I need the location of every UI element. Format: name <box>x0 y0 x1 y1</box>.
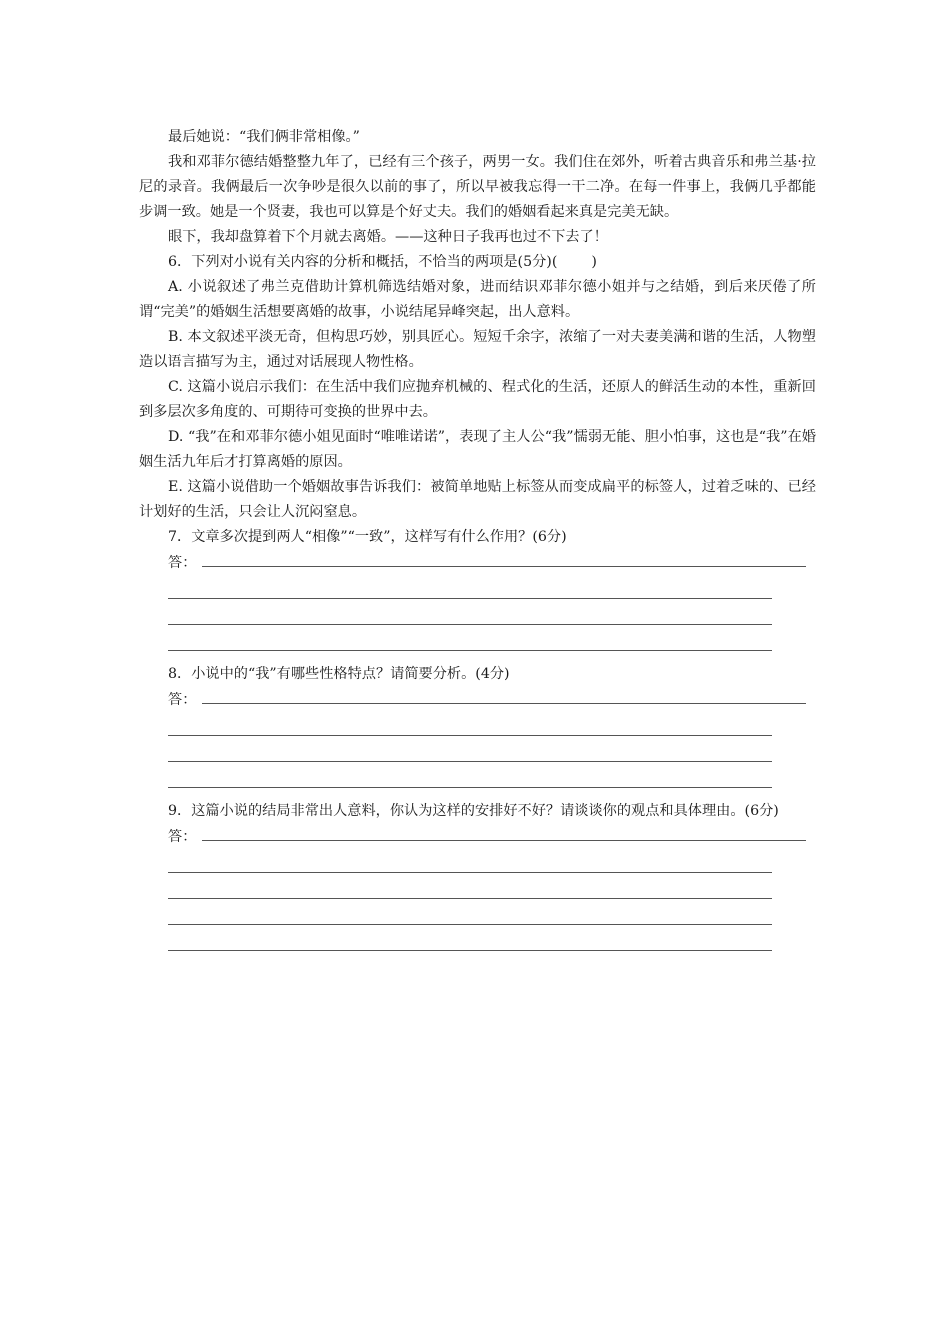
answer-line[interactable] <box>139 602 816 628</box>
answer-line[interactable] <box>139 876 816 902</box>
question-9-stem: 9．这篇小说的结局非常出人意料，你认为这样的安排好不好？请谈谈你的观点和具体理由。(6分) <box>168 803 779 819</box>
question-6-text: 6．下列对小说有关内容的分析和概括，不恰当的两项是(5分)( <box>168 254 558 270</box>
answer-row[interactable] <box>139 550 816 576</box>
question-7-stem: 7．文章多次提到两人“相像”“一致”，这样写有什么作用？(6分) <box>168 529 567 545</box>
answer-line <box>202 566 806 567</box>
answer-label: 答： <box>168 829 197 845</box>
answer-row[interactable] <box>139 687 816 713</box>
answer-row[interactable] <box>139 824 816 850</box>
answer-line <box>202 703 806 704</box>
answer-line[interactable] <box>139 850 816 876</box>
answer-label: 答： <box>168 692 197 708</box>
option-b: B. 本文叙述平淡无奇，但构思巧妙，别具匠心。短短千余字，浓缩了一对夫妻美满和谐的生活，人物塑造以语言描写为主，通过对话展现人物性格。 <box>139 329 816 370</box>
option-e: E. 这篇小说借助一个婚姻故事告诉我们：被简单地贴上标签从而变成扁平的标签人，过着乏味的、已经计划好的生活，只会让人沉闷窒息。 <box>139 479 816 520</box>
question-6-stem <box>139 250 816 275</box>
answer-label: 答： <box>168 555 197 571</box>
option-c: C. 这篇小说启示我们：在生活中我们应抛弃机械的、程式化的生活，还原人的鲜活生动的本性，重新回到多层次多角度的、可期待可变换的世界中去。 <box>139 379 816 420</box>
passage-paragraph-2: 我和邓菲尔德结婚整整九年了，已经有三个孩子，两男一女。我们住在郊外，听着古典音乐和弗兰基·拉尼的录音。我俩最后一次争吵是很久以前的事了，所以早被我忘得一干二净。在每一件事上，我俩几乎都能步调一致。她是一个贤妻，我也可以算是个好丈夫。我们的婚姻看起来真是完美无缺。 <box>139 154 816 220</box>
answer-line[interactable] <box>139 576 816 602</box>
exam-page <box>139 125 816 954</box>
passage-paragraph-3: 眼下，我却盘算着下个月就去离婚。——这种日子我再也过不下去了！ <box>168 229 608 245</box>
answer-line[interactable] <box>139 902 816 928</box>
answer-line[interactable] <box>139 628 816 654</box>
answer-line[interactable] <box>139 928 816 954</box>
option-d: D. “我”在和邓菲尔德小姐见面时“唯唯诺诺”，表现了主人公“我”懦弱无能、胆小怕事，这也是“我”在婚姻生活九年后才打算离婚的原因。 <box>139 429 816 470</box>
question-6-paren-close: ) <box>591 254 597 270</box>
option-a: A. 小说叙述了弗兰克借助计算机筛选结婚对象，进而结识邓菲尔德小姐并与之结婚，到后来厌倦了所谓“完美”的婚姻生活想要离婚的故事，小说结尾异峰突起，出人意料。 <box>139 279 816 320</box>
answer-line[interactable] <box>139 739 816 765</box>
answer-line <box>202 840 806 841</box>
answer-line[interactable] <box>139 713 816 739</box>
question-8-stem: 8．小说中的“我”有哪些性格特点？请简要分析。(4分) <box>168 666 510 682</box>
passage-paragraph-1: 最后她说：“我们俩非常相像。” <box>168 129 360 145</box>
answer-line[interactable] <box>139 765 816 791</box>
